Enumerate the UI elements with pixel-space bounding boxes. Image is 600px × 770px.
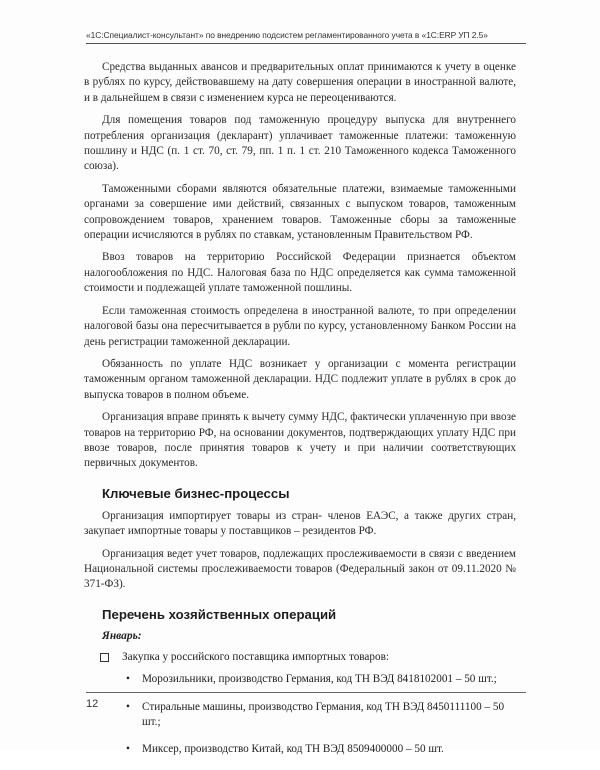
footer-rule [86, 692, 526, 693]
heading-operations-list: Перечень хозяйственных операций [102, 606, 337, 622]
page-number: 12 [86, 698, 99, 710]
heading-key-processes: Ключевые бизнес-процессы [102, 485, 290, 501]
list-item-text: Миксер, производство Китай, код ТН ВЭД 8509400000 – 50 шт. [142, 743, 444, 756]
paragraph-customs-payments: Для помещения товаров под таможенную процедуру выпуска для внутреннего потребления организация (декларант) уплачивает таможенные платежи: таможенную пошлину и НДС (п. 1 ст. 70, ст. 79, пп. 1 п. 1 ст. 210 Таможенного кодекса Таможенного союза). [84, 114, 516, 173]
bullet-icon: • [126, 743, 130, 756]
checklist-item-text: Закупка у российского поставщика импортных товаров: [122, 650, 389, 663]
list-item-text: Стиральные машины, производство Германия, код ТН ВЭД 8450111100 – 50 шт.; [142, 700, 505, 728]
paragraph-vat-object: Ввоз товаров на территорию Российской Федерации признается объектом налогообложения по НДС. Налоговая база по НДС определяется как сумма таможенной стоимости и подлежащей уплате таможенной пошлины. [84, 251, 516, 295]
bullet-icon: • [126, 700, 130, 713]
paragraph-advances: Средства выданных авансов и предварительных оплат принимаются к учету в оценке в рублях по курсу, действовавшему на дату совершения операции в иностранной валюте, и в дальнейшем в связи с изменением курса не переоцениваются. [84, 61, 516, 104]
paragraph-vat-deduction: Организация вправе принять к вычету сумму НДС, фактически уплаченную при ввозе товаров на территорию РФ, на основании документов, подтверждающих уплату НДС при ввозе товаров, после принятия товаров к учету и при наличии соответствующих первичных документов. [84, 411, 516, 470]
header-rule [86, 43, 526, 44]
paragraph-vat-obligation: Обязанность по уплате НДС возникает у организации с момента регистрации таможенным органом таможенной декларации. НДС подлежит уплате в рублях в срок до выпуска товаров в полном объеме. [84, 357, 516, 401]
checklist-item [84, 650, 516, 665]
checkbox-icon [100, 653, 109, 662]
paragraph-foreign-currency: Если таможенная стоимость определена в иностранной валюте, то при определении налоговой базы она пересчитывается в рубли по курсу, установленному Банком России на день регистрации таможенной декларации. [84, 304, 516, 348]
list-item [84, 742, 516, 757]
goods-list [84, 672, 516, 758]
bullet-icon: • [126, 673, 130, 686]
running-header: «1С:Специалист-консультант» по внедрению подсистем регламентированного учета в «1С:ERP УП 2.5» [86, 30, 488, 40]
paragraph-customs-fees: Таможенными сборами являются обязательные платежи, взимаемые таможенными органами за совершение ими действий, связанных с выпуском товаров, таможенным сопровождением товаров, хранением товаров. Таможенные сборы за таможенные операции исчисляются в рублях по ставкам, установленным Правительством РФ. [84, 182, 516, 242]
list-item-text: Морозильники, производство Германия, код ТН ВЭД 8418102001 – 50 шт.; [142, 673, 497, 686]
paragraph-import: Организация импортирует товары из стран- членов ЕАЭС, а также других стран, закупает импортные товары у поставщиков – резидентов РФ. [84, 509, 516, 538]
operations-checklist [84, 650, 516, 665]
paragraph-traceability: Организация ведет учет товаров, подлежащих прослеживаемости в связи с введением Национальной системы прослеживаемости товаров (Федеральный закон от 09.11.2020 № 371-ФЗ). [84, 547, 516, 591]
list-item [84, 672, 516, 687]
month-label: Январь: [102, 629, 142, 642]
page-content [84, 60, 516, 770]
list-item [84, 700, 516, 731]
